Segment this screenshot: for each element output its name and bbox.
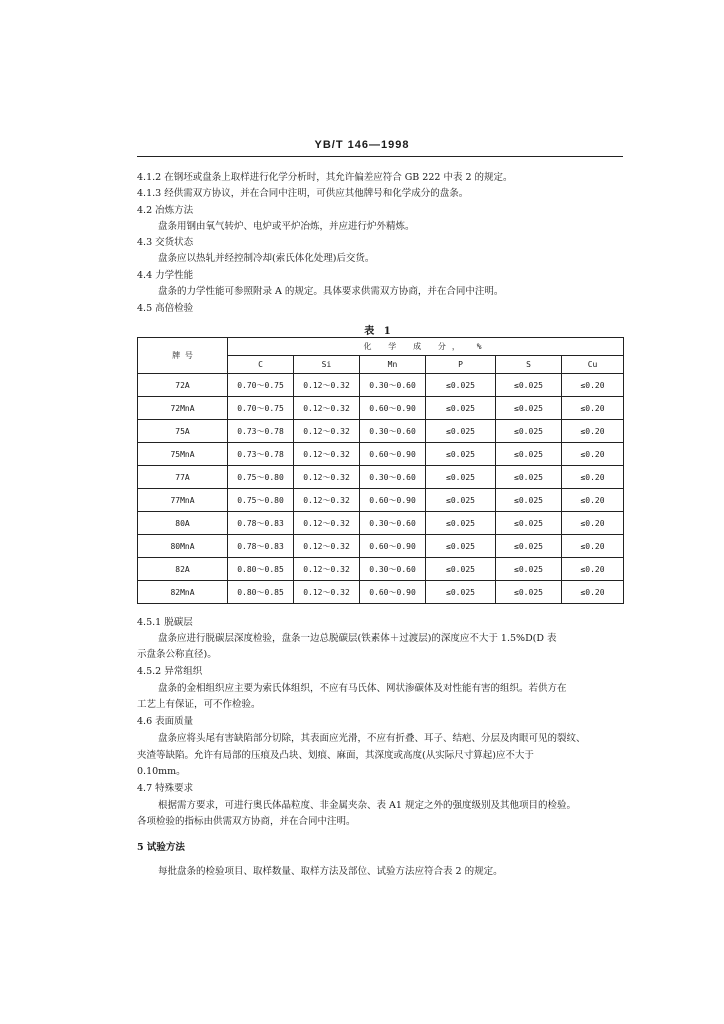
value-cell: ≤0.025: [426, 397, 496, 420]
clause-5-body: 每批盘条的检验项目、取样数量、取样方法及部位、试验方法应符合表 2 的规定。: [158, 866, 503, 877]
clause-4-5-2-body: 盘条的金相组织应主要为索氏体组织，不应有马氏体、网状渗碳体及对性能有害的组织。若供方在: [158, 683, 567, 694]
grade-cell: 80A: [138, 512, 228, 535]
clause-4-3-title: 4.3 交货状态: [137, 237, 194, 248]
value-cell: ≤0.025: [496, 535, 562, 558]
value-cell: ≤0.025: [496, 397, 562, 420]
value-cell: ≤0.025: [426, 374, 496, 397]
grade-cell: 80MnA: [138, 535, 228, 558]
clause-4-6-body: 盘条应将头尾有害缺陷部分切除，其表面应光滑，不应有折叠、耳子、结疤、分层及肉眼可见的裂纹、: [158, 733, 586, 744]
value-cell: 0.60～0.90: [360, 397, 426, 420]
value-cell: 0.30～0.60: [360, 374, 426, 397]
clause-4-5-2-title: 4.5.2 异常组织: [137, 666, 203, 677]
value-cell: ≤0.20: [562, 512, 624, 535]
value-cell: 0.12～0.32: [294, 466, 360, 489]
value-cell: 0.78～0.83: [228, 535, 294, 558]
value-cell: 0.73～0.78: [228, 443, 294, 466]
value-cell: 0.75～0.80: [228, 489, 294, 512]
value-cell: 0.12～0.32: [294, 374, 360, 397]
grade-cell: 77A: [138, 466, 228, 489]
value-cell: 0.30～0.60: [360, 466, 426, 489]
clause-4-7-body-cont: 各项检验的指标由供需双方协商，并在合同中注明。: [137, 816, 356, 827]
value-cell: 0.30～0.60: [360, 420, 426, 443]
value-cell: 0.12～0.32: [294, 558, 360, 581]
column-header: Mn: [360, 356, 426, 374]
table-row: [138, 374, 624, 397]
grade-header: 牌 号: [138, 338, 228, 374]
value-cell: 0.60～0.90: [360, 489, 426, 512]
value-cell: ≤0.025: [496, 558, 562, 581]
value-cell: 0.12～0.32: [294, 535, 360, 558]
value-cell: ≤0.025: [426, 581, 496, 604]
table-row: [138, 535, 624, 558]
table-row: [138, 489, 624, 512]
column-header: C: [228, 356, 294, 374]
value-cell: ≤0.20: [562, 558, 624, 581]
column-header: Si: [294, 356, 360, 374]
value-cell: 0.12～0.32: [294, 489, 360, 512]
value-cell: ≤0.20: [562, 489, 624, 512]
value-cell: 0.12～0.32: [294, 581, 360, 604]
chemical-composition-table: [137, 337, 624, 604]
value-cell: 0.12～0.32: [294, 443, 360, 466]
page-header: YB/T 146—1998: [314, 139, 410, 151]
table-row: [138, 466, 624, 489]
value-cell: 0.30～0.60: [360, 512, 426, 535]
value-cell: ≤0.20: [562, 535, 624, 558]
value-cell: 0.12～0.32: [294, 512, 360, 535]
composition-header: 化 学 成 分， %: [228, 338, 624, 356]
table-row: [138, 558, 624, 581]
value-cell: 0.12～0.32: [294, 397, 360, 420]
grade-cell: 72MnA: [138, 397, 228, 420]
value-cell: ≤0.025: [426, 535, 496, 558]
grade-cell: 75MnA: [138, 443, 228, 466]
clause-4-5-1-body-cont: 示盘条公称直径)。: [137, 649, 217, 660]
value-cell: 0.60～0.90: [360, 535, 426, 558]
clause-4-5-1-title: 4.5.1 脱碳层: [137, 617, 193, 628]
clause-4-4-title: 4.4 力学性能: [137, 270, 194, 281]
column-header: Cu: [562, 356, 624, 374]
table-row: [138, 420, 624, 443]
value-cell: ≤0.025: [426, 420, 496, 443]
value-cell: ≤0.20: [562, 374, 624, 397]
value-cell: ≤0.20: [562, 581, 624, 604]
clause-4-5-2-body-cont: 工艺上有保证，可不作检验。: [137, 699, 261, 710]
value-cell: ≤0.025: [426, 512, 496, 535]
value-cell: ≤0.025: [426, 443, 496, 466]
value-cell: ≤0.20: [562, 443, 624, 466]
clause-4-6-title: 4.6 表面质量: [137, 716, 194, 727]
value-cell: ≤0.20: [562, 420, 624, 443]
value-cell: 0.70～0.75: [228, 397, 294, 420]
column-header: S: [496, 356, 562, 374]
value-cell: ≤0.025: [496, 512, 562, 535]
clause-4-7-body: 根据需方要求，可进行奥氏体晶粒度、非金属夹杂、表 A1 规定之外的强度级别及其他项目的检验。: [158, 800, 576, 811]
value-cell: 0.78～0.83: [228, 512, 294, 535]
value-cell: 0.70～0.75: [228, 374, 294, 397]
value-cell: ≤0.025: [426, 558, 496, 581]
value-cell: 0.80～0.85: [228, 581, 294, 604]
clause-4-5-title: 4.5 高倍检验: [137, 303, 194, 314]
clause-4-3-body: 盘条应以热轧并经控制冷却(索氏体化处理)后交货。: [158, 253, 375, 264]
value-cell: ≤0.025: [496, 581, 562, 604]
value-cell: ≤0.025: [496, 443, 562, 466]
value-cell: ≤0.025: [496, 420, 562, 443]
clause-4-6-body-end: 0.10mm。: [137, 766, 186, 777]
value-cell: 0.73～0.78: [228, 420, 294, 443]
clause-4-6-body-cont: 夹渣等缺陷。允许有局部的压痕及凸块、划痕、麻面，其深度或高度(从实际尺寸算起)应不大于: [137, 750, 534, 761]
value-cell: 0.75～0.80: [228, 466, 294, 489]
clause-4-1-3: 4.1.3 经供需双方协议，并在合同中注明，可供应其他牌号和化学成分的盘条。: [137, 188, 469, 199]
header-rule: [137, 156, 623, 157]
value-cell: ≤0.025: [426, 489, 496, 512]
clause-4-2-body: 盘条用钢由氧气转炉、电炉或平炉冶炼，并应进行炉外精炼。: [158, 221, 415, 232]
clause-4-1-2: 4.1.2 在钢坯或盘条上取样进行化学分析时，其允许偏差应符合 GB 222 中表 2 的规定。: [137, 172, 513, 183]
grade-cell: 82A: [138, 558, 228, 581]
value-cell: 0.60～0.90: [360, 581, 426, 604]
table-row: [138, 512, 624, 535]
value-cell: ≤0.20: [562, 397, 624, 420]
clause-4-4-body: 盘条的力学性能可参照附录 A 的规定。具体要求供需双方协商，并在合同中注明。: [158, 286, 504, 297]
table-row: [138, 581, 624, 604]
clause-4-7-title: 4.7 特殊要求: [137, 783, 194, 794]
value-cell: 0.30～0.60: [360, 558, 426, 581]
grade-cell: 75A: [138, 420, 228, 443]
value-cell: 0.60～0.90: [360, 443, 426, 466]
value-cell: ≤0.025: [496, 489, 562, 512]
column-header: P: [426, 356, 496, 374]
table-row: [138, 397, 624, 420]
value-cell: ≤0.025: [496, 466, 562, 489]
clause-4-5-1-body: 盘条应进行脱碳层深度检验，盘条一边总脱碳层(铁素体＋过渡层)的深度应不大于 1.5%D(D 表: [158, 633, 557, 644]
grade-cell: 77MnA: [138, 489, 228, 512]
table-1-caption: 表 1: [364, 326, 394, 337]
value-cell: ≤0.20: [562, 466, 624, 489]
value-cell: ≤0.025: [496, 374, 562, 397]
clause-4-2-title: 4.2 冶炼方法: [137, 205, 194, 216]
value-cell: 0.80～0.85: [228, 558, 294, 581]
table-row: [138, 443, 624, 466]
grade-cell: 72A: [138, 374, 228, 397]
value-cell: 0.12～0.32: [294, 420, 360, 443]
value-cell: ≤0.025: [426, 466, 496, 489]
clause-5-title: 5 试验方法: [137, 842, 185, 853]
grade-cell: 82MnA: [138, 581, 228, 604]
